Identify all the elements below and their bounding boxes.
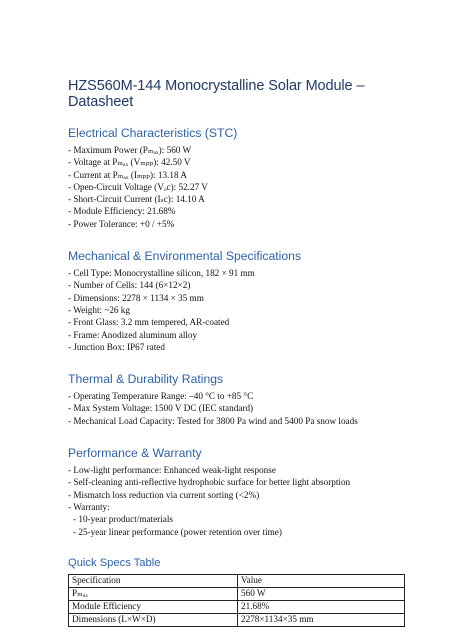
spec-line: - Power Tolerance: +0 / +5%: [68, 218, 175, 229]
spec-line: - Warranty:: [68, 501, 110, 512]
warranty-line: - 10-year product/materials: [73, 514, 173, 525]
table-header-cell: Value: [238, 574, 405, 587]
table-title: Quick Specs Table: [68, 556, 161, 569]
table-cell: Module Efficiency: [69, 600, 238, 613]
document-title: HZS560M-144 Monocrystalline Solar Module – Datasheet: [68, 78, 365, 110]
spec-line: - Max System Voltage: 1500 V DC (IEC standard): [68, 403, 254, 414]
spec-line: - Voltage at Pₘₐₓ (Vₘₚₚ): 42.50 V: [68, 157, 191, 168]
spec-line: - Weight: ~26 kg: [68, 304, 130, 315]
spec-line: - Mechanical Load Capacity: Tested for 3800 Pa wind and 5400 Pa snow loads: [68, 415, 358, 426]
table-header-row: [69, 574, 405, 587]
section-performance: [68, 446, 414, 538]
spec-line: - Maximum Power (Pₘₐₓ): 560 W: [68, 145, 192, 155]
quick-specs-table: [68, 574, 405, 627]
section-heading-mechanical: Mechanical & Environmental Specifications: [68, 249, 302, 264]
spec-line: - Cell Type: Monocrystalline silicon, 182 × 91 mm: [68, 268, 255, 279]
table-cell: 560 W: [238, 587, 405, 600]
table-cell: 2278×1134×35 mm: [238, 613, 405, 626]
table-row: [69, 587, 405, 600]
table-cell: 21.68%: [238, 600, 405, 613]
table-row: [69, 600, 405, 613]
section-electrical: [68, 126, 414, 230]
spec-line: - Number of Cells: 144 (6×12×2): [68, 280, 191, 291]
section-heading-performance: Performance & Warranty: [68, 446, 202, 461]
spec-line: - Mismatch loss reduction via current sorting (<2%): [68, 489, 260, 500]
spec-line: - Junction Box: IP67 rated: [68, 341, 165, 352]
quick-specs: [68, 557, 414, 627]
section-thermal: [68, 372, 414, 427]
spec-line: - Open-Circuit Voltage (Vₒc): 52.27 V: [68, 181, 208, 192]
table-header-cell: Specification: [69, 574, 238, 587]
section-mechanical: [68, 249, 414, 353]
warranty-line: - 25-year linear performance (power retention over time): [73, 526, 282, 537]
spec-line: - Dimensions: 2278 × 1134 × 35 mm: [68, 292, 204, 303]
table-cell: Pₘₐₓ: [69, 587, 238, 600]
spec-line: - Frame: Anodized aluminum alloy: [68, 329, 198, 340]
spec-line: - Self-cleaning anti-reflective hydrophobic surface for better light absorption: [68, 477, 351, 488]
table-cell: Dimensions (L×W×D): [69, 613, 238, 626]
section-heading-electrical: Electrical Characteristics (STC): [68, 126, 238, 140]
spec-line: - Short-Circuit Current (Iₛc): 14.10 A: [68, 194, 205, 205]
spec-line: - Operating Temperature Range: –40 °C to +85 °C: [68, 391, 254, 402]
table-row: [69, 613, 405, 626]
section-heading-thermal: Thermal & Durability Ratings: [68, 372, 224, 387]
spec-line: - Front Glass: 3.2 mm tempered, AR-coated: [68, 317, 230, 328]
spec-line: - Current at Pₘₐₓ (Iₘₚₚ): 13.18 A: [68, 169, 187, 180]
spec-line: - Module Efficiency: 21.68%: [68, 206, 176, 217]
spec-line: - Low-light performance: Enhanced weak-light response: [68, 465, 276, 476]
